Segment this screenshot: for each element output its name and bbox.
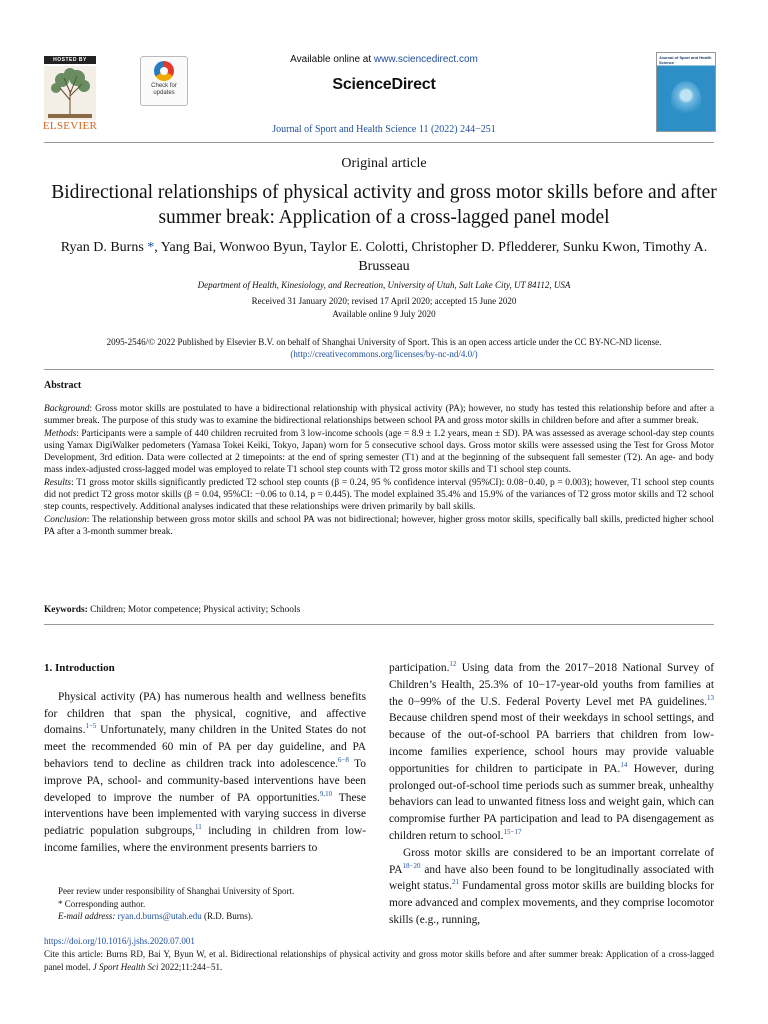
conclusion-label: Conclusion <box>44 514 87 525</box>
journal-cover-thumbnail[interactable] <box>656 52 716 132</box>
keywords-list: Children; Motor competence; Physical activity; Schools <box>90 605 301 615</box>
intro-paragraph-1-continued <box>389 660 714 845</box>
reference-citation[interactable]: 13 <box>707 693 714 702</box>
sciencedirect-link[interactable]: www.sciencedirect.com <box>373 54 478 65</box>
citation-journal: J Sport Health Sci <box>92 961 159 972</box>
conclusion-text: : The relationship between gross motor skills and school PA was not bidirectional; however, higher gross motor skills, specifically ball skills, predicted higher school PA after a 3-month summer break. <box>44 514 714 537</box>
header-divider <box>44 142 714 143</box>
body-column-left <box>44 660 366 857</box>
keywords-label: Keywords: <box>44 605 88 615</box>
journal-citation-line[interactable]: Journal of Sport and Health Science 11 (2022) 244−251 <box>272 124 496 135</box>
available-online-date: Available online 9 July 2020 <box>332 309 436 319</box>
background-text: : Gross motor skills are postulated to have a bidirectional relationship with physical activity (PA); however, no study has tested this relationship before and after a summer break. The purpose of this study was to examine the bidirectional relationships between school PA and gross motor skills in children before and after a summer break. <box>44 404 714 427</box>
intro-text: However, during prolonged out-of-school time periods such as summer break, unhealthy behaviors can lead to unwanted fitness loss and weight gain, which can compromise further PA participation and lead to PA disengagement as children return to school. <box>389 762 715 842</box>
affiliation: Department of Health, Kinesiology, and Recreation, University of Utah, Salt Lake City, UT 84112, USA <box>197 280 571 290</box>
intro-text: Because children spend most of their weekdays in school settings, and because of the out-of-school PA barriers that children from low-income families experience, school hours may provide valuable opportunities for children to participate in PA. <box>389 712 714 775</box>
methods-text: : Participants were a sample of 440 children recruited from 3 low-income schools (age = 8.9 ± 1.2 years, mean ± SD). PA was assessed as average school-day step counts using Yamax DigiWalker pedometers (Yamasa Tokei Keiki, Tokyo, Japan) worn for 5 consecutive school days. Gross motor skills were assessed using the Test for Gross Motor Development, 3rd edition. Data were collected at 2 timepoints: at the end of spring semester (T1) and at the beginning of the subsequent fall semester (T2). An age- and body mass index-adjusted cross-lagged model was employed to relate T1 school step counts with T2 gross motor skills and T1 school step counts. <box>44 428 714 476</box>
doi-link[interactable]: https://doi.org/10.1016/j.jshs.2020.07.001 <box>44 936 195 946</box>
abstract-methods <box>44 428 714 477</box>
intro-text: To improve PA, school- and community-based interventions have been developed to improve the number of PA opportunities. <box>44 757 366 804</box>
hosted-by-label: HOSTED BY <box>44 56 96 64</box>
intro-text: These interventions have been implemented with varying success in diverse pediatric population subgroups, <box>44 791 367 838</box>
intro-text: participation. <box>389 662 450 674</box>
corresponding-author-note: * Corresponding author. <box>58 898 146 909</box>
first-author[interactable]: Ryan D. Burns <box>60 240 148 255</box>
keywords-divider <box>44 624 714 625</box>
intro-text: including in children from low-income families, where the environment presents barriers to <box>44 825 366 854</box>
reference-citation[interactable]: 21 <box>451 878 459 887</box>
footnotes <box>44 885 366 923</box>
intro-text: Gross motor skills are considered to be an important correlate of PA <box>389 846 714 876</box>
reference-citation[interactable]: 18−20 <box>402 861 421 870</box>
results-label: Results <box>44 477 72 488</box>
abstract-background <box>44 403 714 428</box>
citation-volume: 2022;11:244−51. <box>158 961 223 972</box>
peer-review-note: Peer review under responsibility of Shanghai University of Sport. <box>58 886 295 896</box>
abstract-results <box>44 477 714 514</box>
reference-citation[interactable]: 15−17 <box>503 828 522 837</box>
email-note <box>44 910 366 923</box>
intro-paragraph-2 <box>389 845 714 929</box>
reference-citation[interactable]: 9,10 <box>319 789 333 798</box>
author-list <box>40 238 728 276</box>
other-authors: , Yang Bai, Wonwoo Byun, Taylor E. Colotti, Christopher D. Pfledderer, Sunku Kwon, Timothy A. Brusseau <box>154 240 708 274</box>
reference-citation[interactable]: 12 <box>449 660 457 669</box>
reference-citation[interactable]: 14 <box>620 760 628 769</box>
cover-figure-image <box>671 81 701 117</box>
intro-text: Physical activity (PA) has numerous health and wellness benefits for children that span the physical, cognitive, and affective domains. <box>44 690 366 737</box>
methods-label: Methods <box>44 428 77 439</box>
intro-text: Unfortunately, many children in the United States do not meet the recommended 60 min of PA per day guideline, and PA behaviors tend to decline as children track into adolescence. <box>44 724 366 770</box>
body-column-right <box>389 660 714 929</box>
license-text: 2095-2546/© 2022 Published by Elsevier B.V. on behalf of Shanghai University of Sport. This is an open access article under the CC BY-NC-ND license. <box>106 337 662 347</box>
abstract-heading: Abstract <box>44 380 82 391</box>
email-label: E-mail address: <box>58 911 116 921</box>
reference-citation[interactable]: 1−5 <box>85 722 97 731</box>
article-title: Bidirectional relationships of physical activity and gross motor skills before and after summer break: Application of a cross-lagged panel model <box>51 182 717 228</box>
intro-text: Fundamental gross motor skills are building blocks for more advanced and complex movements, and they comprise locomotor skills (e.g., running, <box>389 880 714 926</box>
reference-citation[interactable]: 6−8 <box>337 756 349 765</box>
received-dates: Received 31 January 2020; revised 17 April 2020; accepted 15 June 2020 <box>251 296 517 306</box>
citation-text: Cite this article: Burns RD, Bai Y, Byun W, et al. Bidirectional relationships of physical activity and gross motor skills before and after summer break: Application of a cross-lagged panel model. <box>44 949 714 972</box>
available-online-line <box>0 54 768 65</box>
corresponding-author-marker[interactable]: * <box>147 240 155 255</box>
sciencedirect-logo: ScienceDirect <box>332 76 436 93</box>
license-link[interactable]: (http://creativecommons.org/licenses/by-nc-nd/4.0/) <box>290 349 478 359</box>
check-updates-label: Check for updates <box>151 83 177 96</box>
intro-paragraph-1 <box>44 689 366 857</box>
abstract-divider <box>44 369 714 370</box>
available-prefix: Available online at <box>290 54 374 65</box>
abstract-body <box>44 403 714 538</box>
results-text: : T1 gross motor skills significantly predicted T2 school step counts (β = 0.24, 95 % confidence interval (95%CI): 0.08−0.40, p = 0.003); however, T1 school step counts did not predict T2 gross motor skills (β = 0.04, 95%CI: −0.06 to 0.14, p = 0.445). The model explained 35.4% and 15.9% of the variances of T2 gross motor skills and T2 school step counts, respectively. Additional analyses indicated that these relationships were driven primarily by ball skills. <box>44 477 714 513</box>
intro-text: Using data from the 2017−2018 National Survey of Children’s Health, 25.3% of 10−17-year-old youths from families at the 0−99% of the U.S. Federal Poverty Level met PA guidelines. <box>389 662 714 708</box>
email-suffix: (R.D. Burns). <box>201 911 253 921</box>
reference-citation[interactable]: 11 <box>195 823 202 832</box>
license-statement <box>44 336 724 360</box>
article-type: Original article <box>341 156 427 171</box>
citation-line <box>44 948 714 973</box>
keywords-line <box>44 605 714 615</box>
cover-title: Journal of Sport and Health Science <box>659 55 712 65</box>
section-heading-introduction: 1. Introduction <box>44 662 115 674</box>
abstract-conclusion <box>44 514 714 539</box>
email-link[interactable]: ryan.d.burns@utah.edu <box>117 911 202 921</box>
intro-text: and have also been found to be longitudinally associated with weight status. <box>389 863 714 893</box>
background-label: Background <box>44 404 90 414</box>
publisher-name: ELSEVIER <box>42 120 98 132</box>
